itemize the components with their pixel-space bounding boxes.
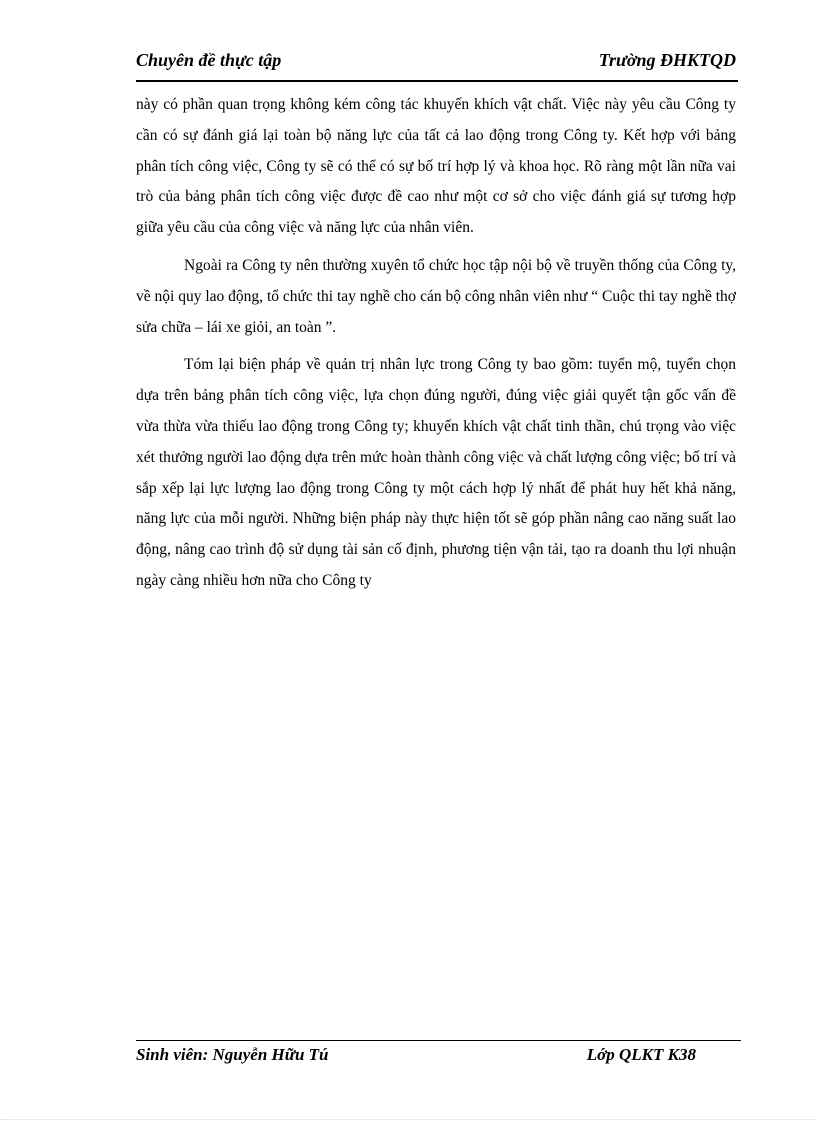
header-divider: [136, 80, 738, 82]
footer-student-name: Sinh viên: Nguyễn Hữu Tú: [136, 1045, 329, 1064]
paragraph-continued: này có phần quan trọng không kém công tác khuyến khích vật chất. Việc này yêu cầu Công ty cần có sự đánh giá lại toàn bộ năng lực của tất cả lao động trong Công ty. Kết hợp với bảng phân tích công việc, Công ty sẽ có thể có sự bố trí hợp lý và khoa học. Rõ ràng một lần nữa vai trò của bảng phân tích công việc được đề cao như một cơ sở cho việc đánh giá sự tương hợp giữa yêu cầu của công việc và năng lực của nhân viên.: [136, 96, 736, 237]
document-body: [136, 90, 736, 604]
page-footer: [136, 1043, 696, 1067]
paragraph-internal-training: Ngoài ra Công ty nên thường xuyên tổ chức học tập nội bộ về truyền thống của Công ty, về nội quy lao động, tổ chức thi tay nghề cho cán bộ công nhân viên như “ Cuộc thi tay nghề thợ sửa chữa – lái xe giỏi, an toàn ”.: [136, 256, 736, 336]
page-bottom-edge: [0, 1119, 816, 1120]
header-document-title: Chuyên đề thực tập: [136, 50, 282, 70]
page-header: [136, 48, 736, 72]
footer-divider: [136, 1040, 741, 1041]
footer-class: Lớp QLKT K38: [586, 1045, 696, 1064]
paragraph-summary: Tóm lại biện pháp về quản trị nhân lực trong Công ty bao gồm: tuyển mộ, tuyển chọn dựa trên bảng phân tích công việc, lựa chọn đúng người, đúng việc giải quyết tận gốc vấn đề vừa thừa vừa thiếu lao động trong Công ty; khuyến khích vật chất tinh thần, chú trọng vào việc xét thưởng người lao động dựa trên mức hoàn thành công việc và chất lượng công việc; bố trí và sắp xếp lại lực lượng lao động trong Công ty một cách hợp lý nhất để phát huy hết khả năng, năng lực của mỗi người. Những biện pháp này thực hiện tốt sẽ góp phần nâng cao năng suất lao động, nâng cao trình độ sử dụng tài sản cố định, phương tiện vận tải, tạo ra doanh thu lợi nhuận ngày càng nhiều hơn nữa cho Công ty: [136, 356, 736, 589]
header-university: Trường ĐHKTQD: [598, 50, 736, 70]
